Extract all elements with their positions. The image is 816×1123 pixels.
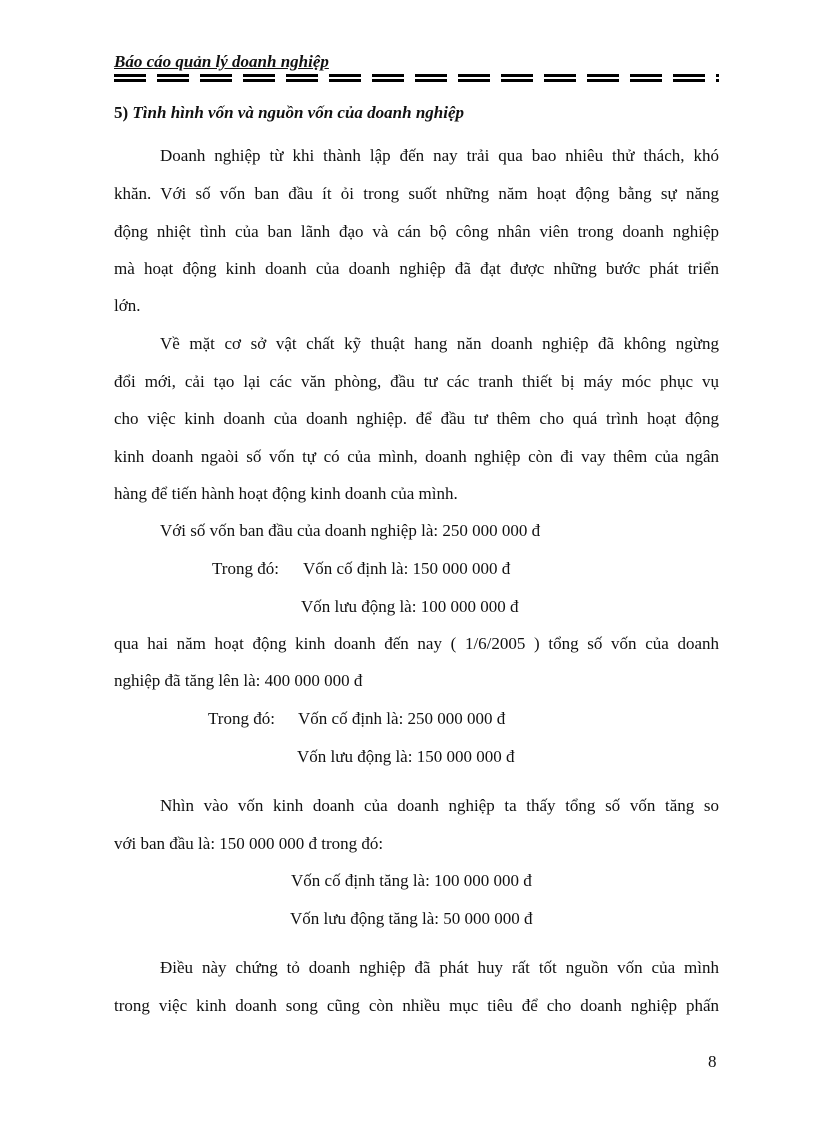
current-fixed-capital: Vốn cố định là: 250 000 000 đ [298, 709, 506, 728]
current-label: Trong đó: [208, 709, 275, 728]
paragraph-line: Doanh nghiệp từ khi thành lập đến nay trải qua bao nhiêu thử thách, khó [160, 146, 719, 165]
increase-working-capital: Vốn lưu động tăng là: 50 000 000 đ [290, 909, 533, 928]
paragraph-line: Về mặt cơ sở vật chất kỹ thuật hang năn doanh nghiệp đã không ngừng [160, 334, 719, 353]
paragraph-line: đổi mới, cải tạo lại các văn phòng, đầu tư các tranh thiết bị máy móc phục vụ [114, 372, 719, 391]
initial-label: Trong đó: [212, 559, 279, 578]
paragraph-line: nghiệp đã tăng lên là: 400 000 000 đ [114, 671, 363, 690]
header-rule-bottom [114, 79, 719, 82]
initial-capital-line: Với số vốn ban đầu của doanh nghiệp là: 250 000 000 đ [160, 521, 541, 540]
increase-fixed-capital: Vốn cố định tăng là: 100 000 000 đ [291, 871, 532, 890]
paragraph-line: kinh doanh ngaòi số vốn tự có của mình, doanh nghiệp còn đi vay thêm của ngân [114, 447, 719, 466]
paragraph-line: hàng để tiến hành hoạt động kinh doanh của mình. [114, 484, 458, 503]
paragraph-line: Điều này chứng tỏ doanh nghiệp đã phát huy rất tốt nguồn vốn của mình [160, 958, 719, 977]
page-number: 8 [708, 1052, 717, 1071]
page-header [114, 48, 719, 82]
paragraph-line: cho việc kinh doanh của doanh nghiệp. để đầu tư thêm cho quá trình hoạt động [114, 409, 719, 428]
section-heading [114, 103, 464, 123]
paragraph-line: qua hai năm hoạt động kinh doanh đến nay ( 1/6/2005 ) tổng số vốn của doanh [114, 634, 719, 653]
section-title: Tình hình vốn và nguồn vốn của doanh nghiệp [132, 103, 465, 122]
paragraph-line: khăn. Với số vốn ban đầu ít ỏi trong suốt những năm hoạt động bằng sự năng [114, 184, 719, 203]
paragraph-line: Nhìn vào vốn kinh doanh của doanh nghiệp ta thấy tổng số vốn tăng so [160, 796, 719, 815]
header-rule-top [114, 74, 719, 77]
paragraph-line: lớn. [114, 296, 141, 315]
current-working-capital: Vốn lưu động là: 150 000 000 đ [297, 747, 515, 766]
initial-fixed-capital: Vốn cố định là: 150 000 000 đ [303, 559, 511, 578]
initial-working-capital: Vốn lưu động là: 100 000 000 đ [301, 597, 519, 616]
paragraph-line: mà hoạt động kinh doanh của doanh nghiệp đã đạt được những bước phát triển [114, 259, 719, 278]
header-title: Báo cáo quản lý doanh nghiệp [114, 52, 329, 71]
paragraph-line: trong việc kinh doanh song cũng còn nhiều mục tiêu để cho doanh nghiệp phấn [114, 996, 719, 1015]
section-number: 5) [114, 103, 129, 122]
paragraph-line: động nhiệt tình của ban lãnh đạo và cán bộ công nhân viên trong doanh nghiệp [114, 222, 719, 241]
paragraph-line: với ban đầu là: 150 000 000 đ trong đó: [114, 834, 384, 853]
